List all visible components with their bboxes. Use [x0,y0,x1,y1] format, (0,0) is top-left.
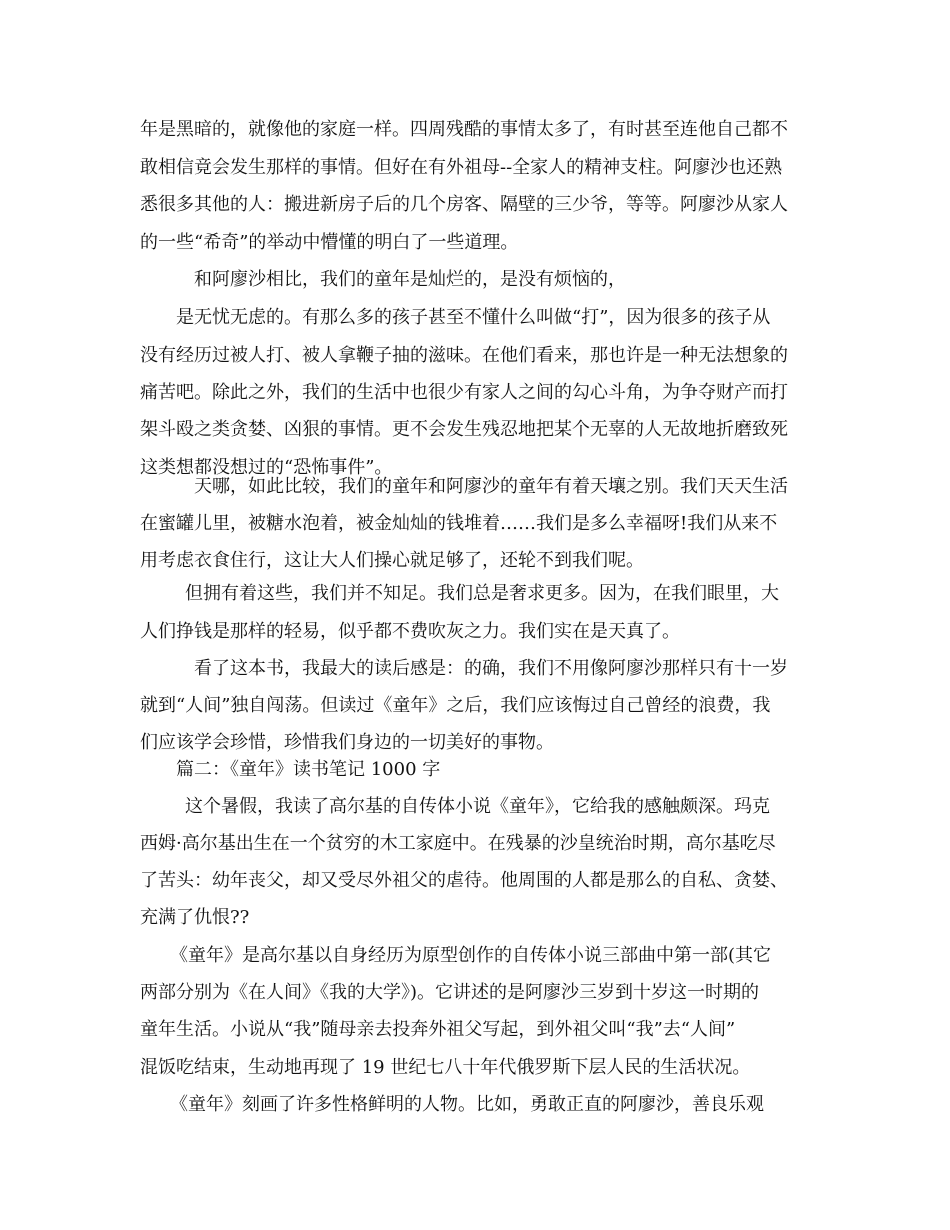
text-line: 这类想都没想过的“恐怖事件”。 [140,457,393,478]
text-line: 们应该学会珍惜，珍惜我们身边的一切美好的事物。 [140,732,554,753]
text-line: 和阿廖沙相比，我们的童年是灿烂的，是没有烦恼的， [194,269,626,290]
text-line: 了苦头：幼年丧父，却又受尽外祖父的虐待。他周围的人都是那么的自私、贪婪、 [140,870,788,891]
text-line: 《童年》是高尔基以自身经历为原型创作的自传体小说三部曲中第一部(其它 [170,945,772,966]
text-line: 架斗殴之类贪婪、凶狠的事情。更不会发生残忍地把某个无辜的人无故地折磨致死 [140,419,788,440]
text-line: 两部分别为《在人间》《我的大学》)。它讲述的是阿廖沙三岁到十岁这一时期的 [140,982,760,1003]
text-line: 年是黑暗的，就像他的家庭一样。四周残酷的事情太多了，有时甚至连他自己都不 [140,119,788,140]
text-line: 敢相信竟会发生那样的事情。但好在有外祖母--全家人的精神支柱。阿廖沙也还熟 [140,157,783,178]
text-line: 的一些“希奇”的举动中懵懂的明白了一些道理。 [140,232,519,253]
text-line: 看了这本书，我最大的读后感是：的确，我们不用像阿廖沙那样只有十一岁 [194,658,788,679]
text-line: 充满了仇恨?? [140,907,250,928]
text-line: 悉很多其他的人：搬进新房子后的几个房客、隔壁的三少爷，等等。阿廖沙从家人 [140,194,788,215]
text-line: 痛苦吧。除此之外，我们的生活中也很少有家人之间的勾心斗角，为争夺财产而打 [140,382,788,403]
text-line: 西姆·高尔基出生在一个贫穷的木工家庭中。在残暴的沙皇统治时期，高尔基吃尽 [140,833,776,854]
text-line: 天哪，如此比较，我们的童年和阿廖沙的童年有着天壤之别。我们天天生活 [194,476,788,497]
text-line: 混饭吃结束，生动地再现了 19 世纪七八十年代俄罗斯下层人民的生活状况。 [140,1057,751,1078]
text-line: 用考虑衣食住行，这让大人们操心就足够了，还轮不到我们呢。 [140,550,644,571]
text-line: 在蜜罐儿里，被糖水泡着，被金灿灿的钱堆着……我们是多么幸福呀!我们从来不 [140,513,778,534]
section-heading: 篇二：《童年》读书笔记 1000 字 [176,759,441,780]
text-line: 但拥有着这些，我们并不知足。我们总是奢求更多。因为，在我们眼里，大 [185,583,779,604]
text-line: 这个暑假，我读了高尔基的自传体小说《童年》，它给我的感触颇深。玛克 [185,796,770,817]
text-line: 《童年》刻画了许多性格鲜明的人物。比如，勇敢正直的阿廖沙，善良乐观 [170,1094,764,1115]
text-line: 没有经历过被人打、被人拿鞭子抽的滋味。在他们看来，那也许是一种无法想象的 [140,345,788,366]
text-line: 人们挣钱是那样的轻易，似乎都不费吹灰之力。我们实在是天真了。 [140,621,680,642]
text-line: 就到“人间”独自闯荡。但读过《童年》之后，我们应该悔过自己曾经的浪费，我 [140,695,771,716]
text-line: 是无忧无虑的。有那么多的孩子甚至不懂什么叫做“打”，因为很多的孩子从 [176,307,771,328]
text-line: 童年生活。小说从“我”随母亲去投奔外祖父写起，到外祖父叫“我”去“人间” [140,1019,736,1040]
